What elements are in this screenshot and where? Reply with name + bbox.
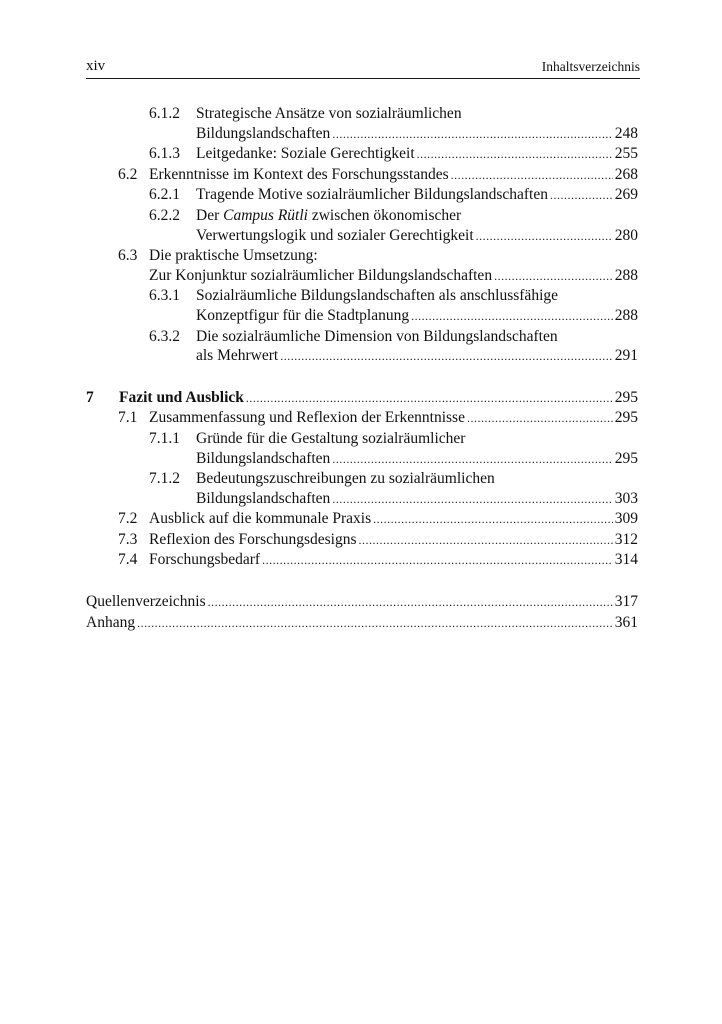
toc-page-number: 291 (614, 347, 638, 365)
toc-title-continued: Bildungslandschaften (196, 449, 331, 467)
toc-entry-6-3-1[interactable] (86, 286, 638, 326)
toc-page-number: 303 (614, 489, 638, 507)
toc-entry-6-2[interactable] (86, 165, 638, 186)
dot-leader (262, 551, 613, 571)
toc-title: Gründe für die Gestaltung sozialräumlicher (196, 429, 466, 447)
toc-page-number: 288 (614, 306, 638, 324)
toc-entry-7-1-1[interactable] (86, 429, 638, 469)
toc-title-continued: als Mehrwert (196, 347, 279, 365)
dot-leader (467, 409, 613, 429)
toc-page-number: 309 (614, 510, 638, 528)
toc-title: Die sozialräumliche Dimension von Bildungslandschaften (196, 327, 558, 345)
toc-number: 7 (86, 388, 94, 406)
toc-number: 6.2.1 (149, 186, 180, 204)
toc-page-number: 248 (614, 124, 638, 142)
toc-title: Anhang (86, 613, 136, 631)
toc-entry-6-2-1[interactable] (86, 185, 638, 206)
page-number: xiv (86, 58, 106, 74)
toc-number: 6.1.3 (149, 145, 180, 163)
toc-entry-6-3-2[interactable] (86, 327, 638, 367)
dot-leader (451, 166, 613, 186)
toc-page-number: 295 (614, 449, 638, 467)
chapter-spacer (86, 367, 638, 388)
toc-title-continued: Bildungslandschaften (196, 124, 331, 142)
running-title: Inhaltsverzeichnis (541, 59, 640, 74)
toc-title: Bedeutungszuschreibungen zu sozialräumlichen (196, 470, 495, 488)
toc-entry-6-1-3[interactable] (86, 144, 638, 165)
toc-page-number: 314 (614, 551, 638, 569)
toc-title: Der Campus Rütli zwischen ökonomischer (196, 206, 462, 224)
toc-number: 7.1.2 (149, 470, 180, 488)
dot-leader (332, 125, 612, 145)
toc-entry-7-3[interactable] (86, 530, 638, 551)
toc-title: Reflexion des Forschungsdesigns (149, 530, 357, 548)
dot-leader (417, 145, 613, 165)
toc-title: Ausblick auf die kommunale Praxis (149, 510, 372, 528)
toc-number: 6.3.1 (149, 287, 180, 305)
toc-number: 7.3 (118, 530, 138, 548)
toc-page-number: 288 (614, 266, 638, 284)
toc-page-number: 269 (614, 186, 638, 204)
toc-entry-chapter-7[interactable] (86, 388, 638, 409)
toc-title-continued: Konzeptfigur für die Stadtplanung (196, 306, 410, 324)
toc-number: 7.1.1 (149, 429, 180, 447)
toc-entry-quellenverzeichnis[interactable] (86, 592, 638, 613)
toc-number: 6.2 (118, 165, 138, 183)
toc-title: Die praktische Umsetzung: (149, 247, 318, 265)
toc-page-number: 295 (614, 388, 638, 406)
table-of-contents (86, 104, 638, 633)
dot-leader (332, 490, 612, 510)
toc-title: Leitgedanke: Soziale Gerechtigkeit (196, 145, 415, 163)
toc-number: 6.2.2 (149, 206, 180, 224)
dot-leader (550, 186, 613, 206)
toc-entry-6-3[interactable] (86, 246, 638, 286)
dot-leader (359, 531, 613, 551)
toc-title: Forschungsbedarf (149, 551, 261, 569)
toc-title: Sozialräumliche Bildungslandschaften als anschlussfähige (196, 287, 559, 305)
toc-entry-6-1-2[interactable] (86, 104, 638, 144)
dot-leader (246, 389, 613, 409)
toc-title: Tragende Motive sozialräumlicher Bildungslandschaften (196, 186, 548, 204)
dot-leader (411, 307, 613, 327)
toc-entry-7-2[interactable] (86, 509, 638, 530)
dot-leader (476, 227, 613, 247)
toc-title-continued: Bildungslandschaften (196, 489, 331, 507)
dot-leader (373, 510, 613, 530)
toc-entry-7-1[interactable] (86, 408, 638, 429)
toc-title: Zusammenfassung und Reflexion der Erkenntnisse (149, 409, 465, 427)
toc-number: 6.3 (118, 247, 138, 265)
dot-leader (137, 614, 613, 634)
toc-entry-7-1-2[interactable] (86, 469, 638, 509)
italic-title-part: Campus Rütli (223, 206, 308, 224)
toc-title: Erkenntnisse im Kontext des Forschungsstandes (149, 165, 449, 183)
toc-page-number: 312 (614, 530, 638, 548)
toc-title: Fazit und Ausblick (119, 388, 244, 406)
section-spacer (86, 571, 638, 592)
toc-page-number: 268 (614, 165, 638, 183)
dot-leader (494, 267, 613, 287)
dot-leader (332, 450, 612, 470)
toc-title-continued: Verwertungslogik und sozialer Gerechtigkeit (196, 226, 474, 244)
toc-page-number: 280 (614, 226, 638, 244)
toc-number: 7.2 (118, 510, 138, 528)
toc-title: Strategische Ansätze von sozialräumlichen (196, 105, 462, 122)
running-header (86, 56, 640, 79)
toc-page-number: 295 (614, 409, 638, 427)
toc-page-number: 361 (614, 613, 638, 631)
dot-leader (208, 593, 613, 613)
toc-title-continued: Zur Konjunktur sozialräumlicher Bildungslandschaften (149, 266, 493, 284)
toc-number: 6.3.2 (149, 327, 180, 345)
dot-leader (280, 347, 613, 367)
toc-number: 6.1.2 (149, 105, 180, 122)
toc-entry-6-2-2[interactable] (86, 206, 638, 246)
toc-number: 7.1 (118, 409, 138, 427)
toc-entry-7-4[interactable] (86, 550, 638, 571)
toc-page-number: 255 (614, 145, 638, 163)
toc-number: 7.4 (118, 551, 138, 569)
toc-title: Quellenverzeichnis (86, 593, 206, 611)
toc-page-number: 317 (614, 593, 638, 611)
toc-entry-anhang[interactable] (86, 613, 638, 634)
